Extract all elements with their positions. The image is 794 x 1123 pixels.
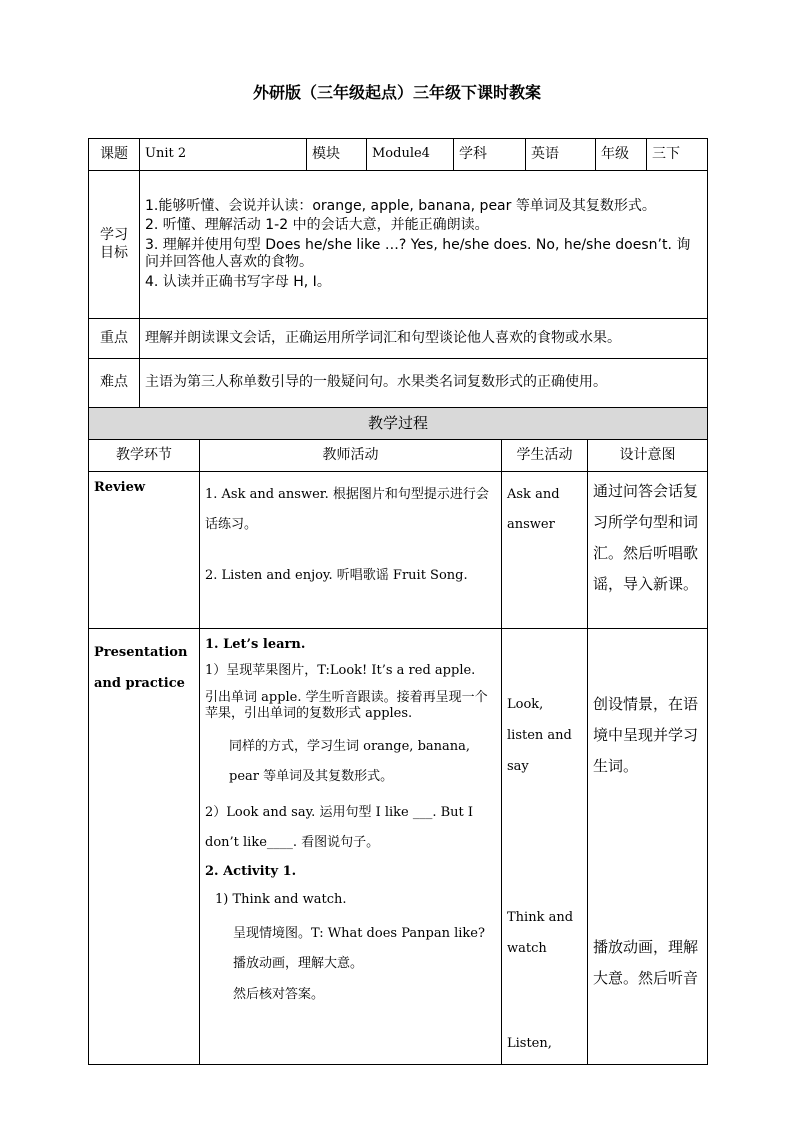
presentation-teacher — [200, 629, 502, 1065]
review-teacher-item: 2. Listen and enjoy. 听唱歌谣 Fruit Song. — [205, 568, 468, 583]
key-point-text: 理解并朗读课文会话，正确运用所学词汇和句型谈论他人喜欢的食物或水果。 — [140, 319, 708, 359]
review-teacher-item: 1. Ask and answer. 根据图片和句型提示进行会话练习。 — [205, 487, 489, 532]
intent-step: 播放动画，理解大意。然后听音 — [593, 938, 699, 987]
teacher-step: 同样的方式，学习生词 orange, banana, pear 等单词及其复数形式。 — [229, 739, 471, 784]
review-student: Ask and answer — [502, 472, 588, 629]
goal-item: 3. 理解并使用句型 Does he/she like …? Yes, he/she does. No, he/she doesn’t. 询问并回答他人喜欢的食物。 — [145, 236, 691, 271]
teacher-step: 2. Activity 1. — [205, 864, 297, 879]
key-point-label: 重点 — [89, 319, 140, 359]
subject-value: 英语 — [526, 139, 596, 171]
teacher-step: 呈现情境图。T: What does Panpan like? 播放动画，理解大意。 — [233, 925, 485, 971]
difficulty-label: 难点 — [89, 359, 140, 408]
goal-item: 1.能够听懂、会说并认读：orange, apple, banana, pear 等单词及其复数形式。 — [145, 197, 656, 214]
teacher-step: 引出单词 apple. 学生听音跟读。接着再呈现一个苹果，引出单词的复数形式 apples. — [205, 689, 488, 721]
teacher-step: 1) Think and watch. — [215, 892, 347, 908]
student-step: Listen, — [507, 1036, 552, 1051]
module-label: 模块 — [307, 139, 367, 171]
student-step: Look, listen and say — [507, 697, 572, 774]
column-header: 教学环节 — [89, 440, 200, 472]
topic-value: Unit 2 — [140, 139, 307, 171]
teacher-step: 1）呈现苹果图片，T:Look! It’s a red apple. — [205, 663, 476, 679]
column-header: 教师活动 — [200, 440, 502, 472]
process-header: 教学过程 — [89, 408, 708, 440]
lesson-info-table — [88, 138, 708, 408]
module-value: Module4 — [367, 139, 454, 171]
presentation-student — [502, 629, 588, 1065]
goal-item: 2. 听懂、理解活动 1-2 中的会话大意，并能正确朗读。 — [145, 217, 489, 234]
difficulty-text: 主语为第三人称单数引导的一般疑问句。水果类名词复数形式的正确使用。 — [140, 359, 708, 408]
review-intent: 通过问答会话复习所学句型和词汇。然后听唱歌谣，导入新课。 — [588, 472, 708, 629]
subject-label: 学科 — [454, 139, 526, 171]
column-header: 设计意图 — [588, 440, 708, 472]
review-stage: Review — [89, 472, 200, 629]
teacher-step: 2）Look and say. 运用句型 I like ___. But I don’t like____. 看图说句子。 — [205, 805, 474, 850]
presentation-intent — [588, 629, 708, 1065]
process-table — [88, 407, 708, 1065]
teacher-step: 然后核对答案。 — [233, 986, 325, 1002]
column-header: 学生活动 — [502, 440, 588, 472]
teacher-step: 1. Let’s learn. — [205, 637, 306, 652]
goal-item: 4. 认读并正确书写字母 H, I。 — [145, 273, 331, 290]
presentation-stage: Presentation and practice — [89, 629, 200, 1065]
goals-content — [140, 171, 708, 319]
review-teacher — [200, 472, 502, 629]
student-step: Think and watch — [507, 910, 574, 956]
goals-label: 学习目标 — [89, 171, 140, 319]
grade-value: 三下 — [647, 139, 708, 171]
topic-label: 课题 — [89, 139, 140, 171]
page-title: 外研版（三年级起点）三年级下课时教案 — [252, 83, 541, 102]
intent-step: 创设情景，在语境中呈现并学习生词。 — [593, 695, 699, 775]
grade-label: 年级 — [596, 139, 647, 171]
